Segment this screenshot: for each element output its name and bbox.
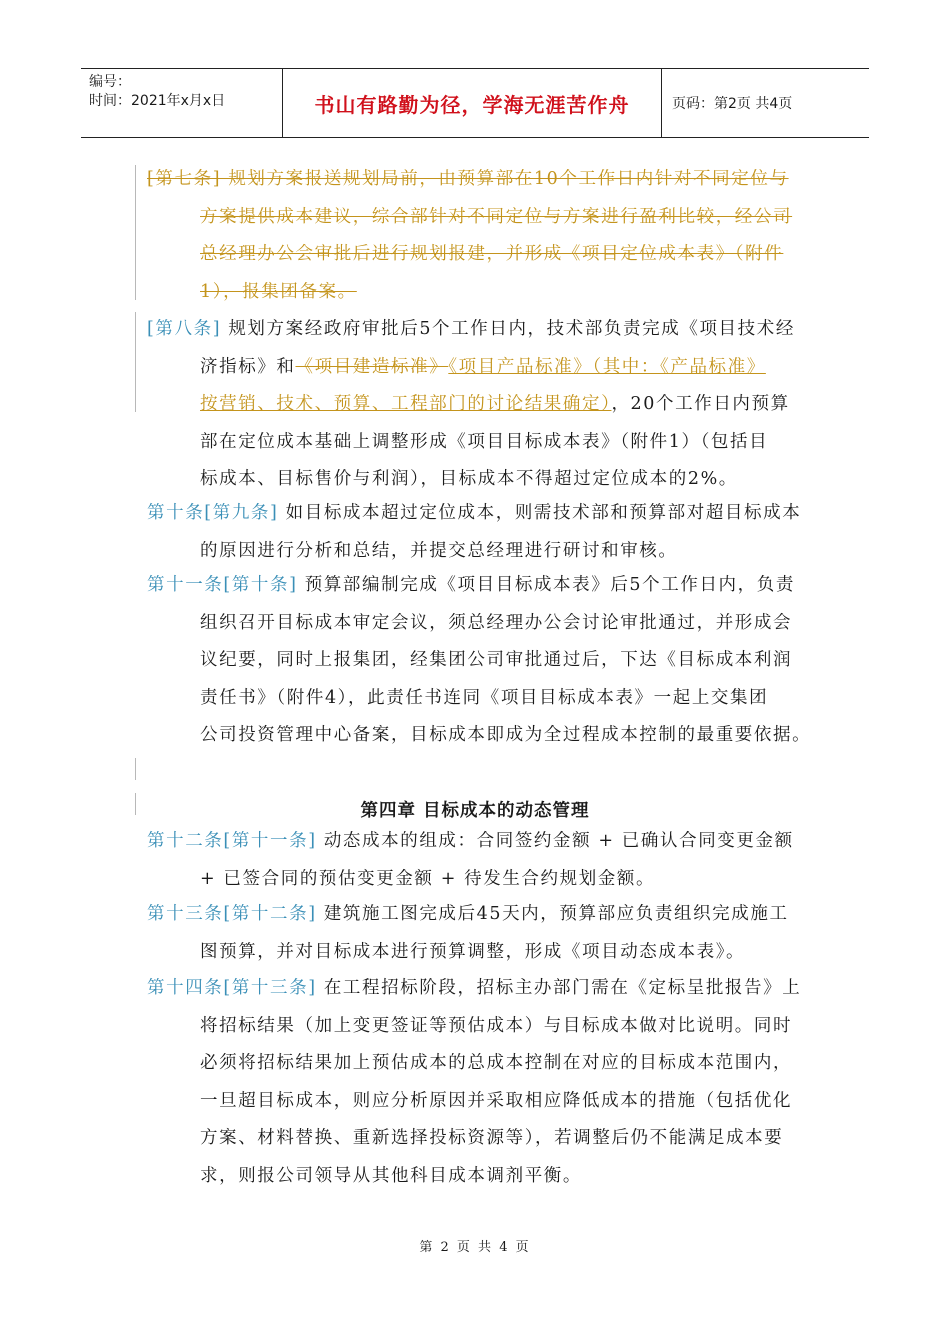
article-line: 必须将招标结果加上预估成本的总成本控制在对应的目标成本范围内，	[200, 1053, 793, 1073]
revision-bar	[135, 165, 136, 300]
article-label: 第十四条[第十三条]	[147, 978, 317, 998]
article-text: 建筑施工图完成后45天内，预算部应负责组织完成施工	[316, 904, 789, 924]
article-text: 在工程招标阶段，招标主办部门需在《定标呈批报告》上	[316, 978, 802, 998]
article-11	[147, 567, 812, 755]
article-line: 图预算，并对目标成本进行预算调整，形成《项目动态成本表》。	[200, 941, 746, 962]
article-line	[147, 970, 807, 1008]
article-line	[147, 896, 807, 934]
article-10	[147, 495, 807, 570]
inserted-text: 《项目产品标准》（其中：《产品标准》	[448, 356, 766, 377]
article-line: 议纪要，同时上报集团，经集团公司审批通过后，下达《目标成本利润	[200, 650, 793, 670]
header-motto-cell	[283, 69, 662, 137]
inserted-text: 按营销、技术、预算、工程部门的讨论结果确定）	[200, 394, 612, 414]
article-text: 预算部编制完成《项目目标成本表》后5个工作日内，负责	[297, 575, 795, 595]
article-line	[147, 386, 807, 424]
deleted-line-wrap	[147, 274, 807, 312]
article-line: 部在定位成本基础上调整形成《项目目标成本表》（附件1）（包括目	[200, 431, 769, 452]
article-line: + 已签合同的预估变更金额 + 待发生合约规划金额。	[200, 868, 656, 889]
article-line	[147, 567, 807, 605]
article-line: 将招标结果（加上变更签证等预估成本）与目标成本做对比说明。同时	[200, 1015, 793, 1036]
article-text: 规划方案经政府审批后5个工作日内，技术部负责完成《项目技术经	[221, 319, 795, 339]
chapter-title: 第四章 目标成本的动态管理	[360, 801, 590, 821]
article-line	[147, 495, 807, 533]
article-text: 如目标成本超过定位成本，则需技术部和预算部对超目标成本	[278, 503, 802, 523]
document-time-label: 时间：2021年x月x日	[89, 93, 226, 109]
revision-bar	[135, 312, 136, 412]
article-label: 第十三条[第十二条]	[147, 904, 317, 924]
article-14	[147, 970, 807, 1195]
deleted-line: 方案提供成本建议，综合部针对不同定位与方案进行盈利比较，经公司	[200, 206, 793, 227]
deleted-text: 《项目建造标准》	[295, 356, 449, 377]
article-text: 动态成本的组成：合同签约金额 + 已确认合同变更金额	[316, 831, 794, 851]
article-line: 的原因进行分析和总结，并提交总经理进行研讨和审核。	[200, 540, 678, 561]
article-text: 济指标》和	[200, 356, 296, 377]
article-text: ，20个工作日内预算	[611, 394, 790, 414]
article-label: 第十二条[第十一条]	[147, 831, 317, 851]
article-12	[147, 823, 807, 898]
article-8	[147, 311, 807, 499]
page-header	[81, 68, 869, 138]
deleted-line: 1），报集团备案。	[200, 281, 357, 302]
article-line	[147, 311, 807, 349]
article-line: 求，则报公司领导从其他科目成本调剂平衡。	[200, 1165, 582, 1186]
article-line	[147, 823, 807, 861]
deleted-line: [第七条] 规划方案报送规划局前，由预算部在10个工作日内针对不同定位与	[147, 169, 789, 189]
article-label: [第八条]	[147, 319, 222, 339]
article-13	[147, 896, 807, 971]
revision-bar	[135, 758, 136, 780]
article-line: 一旦超目标成本，则应分析原因并采取相应降低成本的措施（包括优化	[200, 1090, 793, 1111]
deleted-line: 总经理办公会审批后进行规划报建，并形成《项目定位成本表》（附件	[200, 244, 784, 264]
article-label: 第十条[第九条]	[147, 503, 279, 523]
article-line: 公司投资管理中心备案，目标成本即成为全过程成本控制的最重要依据。	[200, 725, 812, 745]
article-line: 责任书》（附件4），此责任书连同《项目目标成本表》一起上交集团	[200, 687, 769, 708]
article-line: 组织召开目标成本审定会议，须总经理办公会讨论审批通过，并形成会	[200, 612, 793, 633]
header-motto: 书山有路勤为径，学海无涯苦作舟	[314, 92, 630, 117]
article-7-deleted	[147, 161, 807, 311]
header-meta	[81, 69, 283, 137]
article-line	[147, 349, 807, 387]
page-footer: 第 2 页 共 4 页	[419, 1240, 531, 1255]
document-number-label: 编号：	[89, 74, 131, 90]
article-line: 方案、材料替换、重新选择投标资源等），若调整后仍不能满足成本要	[200, 1128, 784, 1148]
article-line: 标成本、目标售价与利润），目标成本不得超过定位成本的2%。	[200, 469, 738, 489]
header-page-label: 页码：第2页 共4页	[672, 96, 793, 112]
article-label: 第十一条[第十条]	[147, 575, 298, 595]
